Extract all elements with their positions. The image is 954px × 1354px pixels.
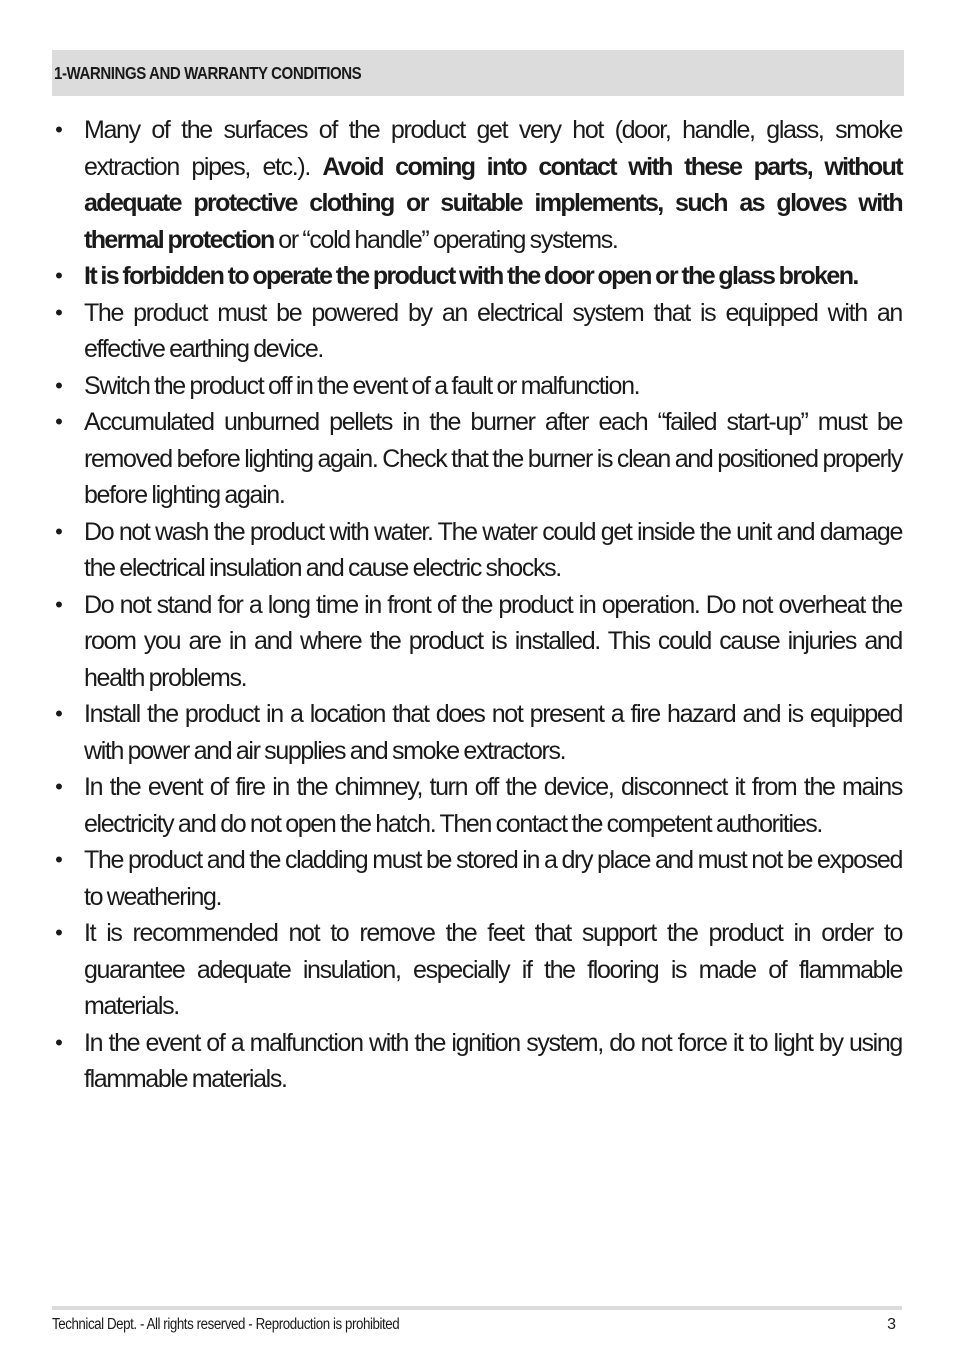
warning-item [52,915,902,1025]
bullet-icon: • [55,372,63,398]
bullet-icon: • [55,263,63,288]
bullet-icon: • [55,409,63,434]
warning-item [52,1025,902,1098]
warning-text-tail: or “cold handle” operating systems. [273,225,618,254]
warning-item [52,514,902,587]
warning-text: In the event of fire in the chimney, turn off the device, disconnect it from the mains electricity and do not open the hatch. Then contact the competent authorities. [84,773,902,838]
warning-text: Many of the surfaces of the product get very hot (door, handle, glass, smoke extraction pipes, etc.). [84,116,902,181]
page-number: 3 [887,1316,896,1333]
bullet-icon: • [55,847,63,872]
warning-text: Do not stand for a long time in front of the product in operation. Do not overheat the room you are in and where the product is installed. This could cause injuries and health problems. [84,590,902,692]
bullet-icon: • [55,1029,63,1055]
warning-emphasis: Avoid coming into contact with these parts, without adequate protective clothing or suitable implements, such as gloves with thermal protection [84,152,902,254]
bullet-icon: • [55,299,63,325]
warning-text: Accumulated unburned pellets in the burner after each “failed start-up” must be removed before lighting again. Check that the burner is clean and positioned properly before lighting again. [84,408,902,509]
warning-text: In the event of a malfunction with the ignition system, do not force it to light by using flammable materials. [84,1028,902,1093]
warning-text: Switch the product off in the event of a fault or malfunction. [84,371,640,400]
warning-emphasis: It is forbidden to operate the product with the door open or the glass broken. [84,262,858,290]
warning-item [52,258,902,295]
bullet-icon: • [55,591,63,617]
warning-item [52,587,902,697]
warning-item [52,404,902,514]
bullet-icon: • [55,920,63,945]
warning-text: The product must be powered by an electrical system that is equipped with an effective earthing device. [84,298,902,363]
warning-item [52,295,902,368]
warning-text: The product and the cladding must be stored in a dry place and must not be exposed to weathering. [84,846,902,911]
warning-text: Do not wash the product with water. The water could get inside the unit and damage the electrical insulation and cause electric shocks. [84,517,902,582]
footer-copyright: Technical Dept. - All rights reserved - Reproduction is prohibited [52,1316,400,1333]
bullet-icon: • [55,117,63,142]
footer-divider [52,1306,902,1310]
section-title: 1-WARNINGS AND WARRANTY CONDITIONS [54,62,362,83]
bullet-icon: • [55,774,63,799]
warnings-list [52,112,902,1098]
warning-item [52,112,902,258]
bullet-icon: • [55,518,63,544]
bullet-icon: • [55,701,63,726]
warning-item [52,368,902,405]
section-header [52,50,904,96]
warning-text: It is recommended not to remove the feet that support the product in order to guarantee adequate insulation, especially if the flooring is made of flammable materials. [84,919,902,1020]
warning-item [52,696,902,769]
warning-item [52,842,902,915]
warning-text: Install the product in a location that does not present a fire hazard and is equipped with power and air supplies and smoke extractors. [84,700,902,765]
warning-item [52,769,902,842]
